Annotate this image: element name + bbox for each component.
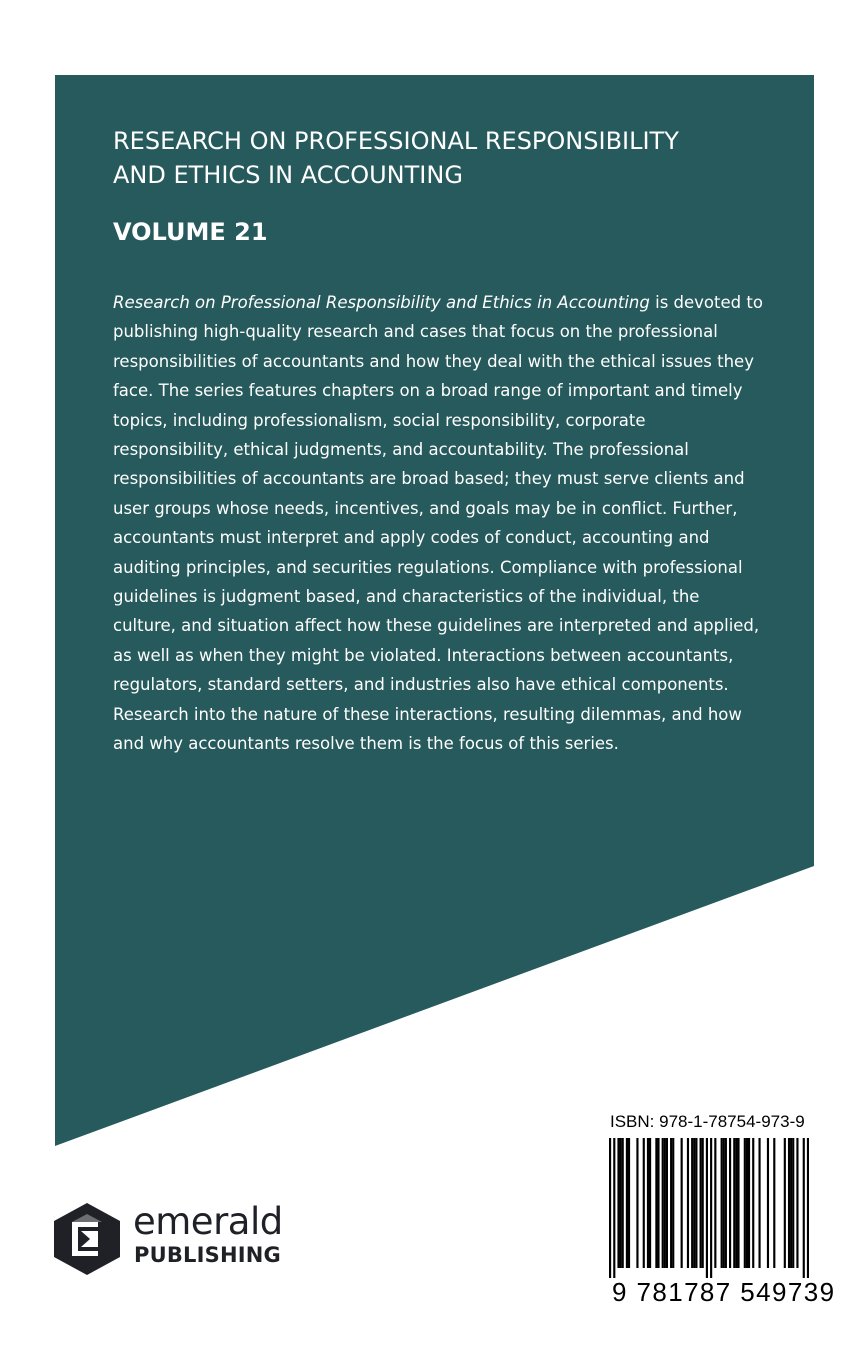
barcode-bar — [700, 1138, 702, 1268]
barcode-bar — [643, 1138, 645, 1268]
barcode-bar — [723, 1138, 725, 1268]
barcode-bar — [725, 1138, 727, 1268]
publisher-logo — [52, 1200, 312, 1280]
barcode-bar — [613, 1138, 615, 1278]
barcode-bar — [721, 1138, 723, 1268]
barcode-bar — [729, 1138, 731, 1268]
barcode-bar — [737, 1138, 739, 1268]
barcode-bar — [807, 1138, 809, 1278]
barcode-bar — [626, 1138, 628, 1268]
barcode-bar — [792, 1138, 794, 1268]
barcode-bar — [609, 1138, 611, 1278]
publisher-subtitle: PUBLISHING — [134, 1243, 281, 1267]
barcode-bar — [691, 1138, 693, 1268]
barcode-bar — [767, 1138, 769, 1268]
barcode-bar — [628, 1138, 630, 1268]
barcode-bar — [803, 1138, 805, 1278]
barcode-bar — [647, 1138, 649, 1268]
description-series-name: Research on Professional Responsibility and Ethics in Accounting — [113, 293, 650, 312]
barcode-bar — [710, 1138, 712, 1278]
barcode-bar — [649, 1138, 651, 1268]
barcode-bar — [693, 1138, 695, 1268]
barcode-bar — [790, 1138, 792, 1268]
barcode-bar — [752, 1138, 754, 1268]
isbn-barcode-block — [562, 1110, 836, 1311]
volume-number: VOLUME 21 — [113, 218, 268, 246]
barcode-bar — [664, 1138, 666, 1268]
isbn-digits: 9 781787 549739 — [612, 1277, 836, 1307]
barcode-bar — [666, 1138, 668, 1268]
barcode-bar — [706, 1138, 708, 1278]
barcode-bar — [758, 1138, 760, 1268]
barcode-bar — [672, 1138, 674, 1268]
emerald-logo-icon — [52, 1202, 122, 1276]
barcode-bar — [714, 1138, 716, 1268]
barcode-bar — [636, 1138, 638, 1268]
isbn-label: ISBN: 978-1-78754-973-9 — [610, 1112, 805, 1131]
barcode-bar — [788, 1138, 790, 1268]
barcode-bar — [744, 1138, 746, 1268]
barcode-bar — [655, 1138, 657, 1268]
barcode-bar — [748, 1138, 750, 1268]
barcode-bar — [662, 1138, 664, 1268]
barcode-bar — [657, 1138, 659, 1268]
series-title: RESEARCH ON PROFESSIONAL RESPONSIBILITY AND ETHICS IN ACCOUNTING — [113, 127, 679, 189]
barcode-bar — [670, 1138, 672, 1268]
barcode — [609, 1138, 809, 1278]
barcode-bar — [773, 1138, 775, 1268]
barcode-bar — [622, 1138, 624, 1268]
description-body: is devoted to publishing high-quality research and cases that focus on the professional responsibilities of accountants and how they deal with the ethical issues they face. The series features chapters on a broad range of important and timely topics, including professionalism, social responsibility, corporate responsibility, ethical judgments, and accountability. The professional responsibilities of accountants are broad based; they must serve clients and user groups whose needs, incentives, and goals may be in conflict. Further, accountants must interpret and apply codes of conduct, accounting and auditing principles, and securities regulations. Compliance with professional guidelines is judgment based, and characteristics of the individual, the culture, and situation affect how these guidelines are interpreted and applied, as well as when they might be violated. Interactions between accountants, regulators, standard setters, and industries also have ethical components. Research into the nature of these interactions, resulting dilemmas, and how and why accountants resolve them is the focus of this series. — [113, 293, 763, 754]
barcode-bar — [695, 1138, 697, 1268]
barcode-bar — [687, 1138, 689, 1268]
barcode-bar — [733, 1138, 735, 1268]
publisher-name: emerald — [133, 1200, 283, 1243]
series-description — [113, 288, 763, 759]
barcode-bar — [746, 1138, 748, 1268]
barcode-bar — [617, 1138, 619, 1268]
barcode-bar — [784, 1138, 786, 1268]
barcode-bar — [702, 1138, 704, 1268]
barcode-bar — [681, 1138, 683, 1268]
barcode-bar — [620, 1138, 622, 1268]
barcode-bar — [735, 1138, 737, 1268]
barcode-bar — [796, 1138, 798, 1268]
